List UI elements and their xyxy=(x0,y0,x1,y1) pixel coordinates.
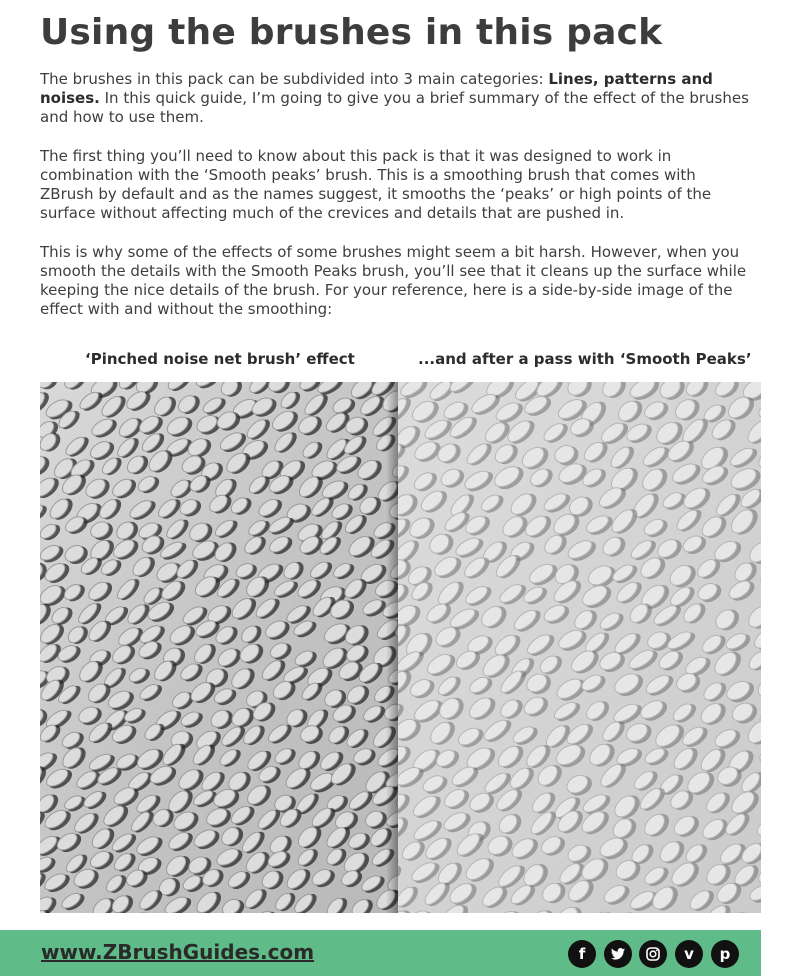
website-link[interactable]: www.ZBrushGuides.com xyxy=(41,940,315,964)
intro-text-start: The brushes in this pack can be subdivided into 3 main categories: xyxy=(40,70,549,88)
page-title: Using the brushes in this pack xyxy=(40,12,663,53)
vimeo-icon[interactable]: v xyxy=(675,940,703,968)
brush-comparison-image xyxy=(40,382,761,913)
intro-categories: Lines, patterns and noises. xyxy=(40,70,713,107)
instagram-icon[interactable] xyxy=(639,940,667,968)
intro-text-end: In this quick guide, I’m going to give you a brief summary of the effect of the brushes and how to use them. xyxy=(40,89,749,126)
panel-seam xyxy=(386,382,398,913)
before-caption: ‘Pinched noise net brush’ effect xyxy=(85,350,355,368)
twitter-icon[interactable] xyxy=(604,940,632,968)
footer-bar xyxy=(0,930,761,976)
smooth-peaks-paragraph: The first thing you’ll need to know about this pack is that it was designed to work in combination with the ‘Smooth peaks’ brush. This is a smoothing brush that comes with ZBrush by default and as the names suggest, it smooths the ‘peaks’ or high points of the surface without affecting much of the crevices and details that are pushed in. xyxy=(40,147,712,222)
after-caption: ...and after a pass with ‘Smooth Peaks’ xyxy=(418,350,752,368)
pinterest-icon[interactable]: p xyxy=(711,940,739,968)
facebook-icon[interactable]: f xyxy=(568,940,596,968)
comparison-paragraph: This is why some of the effects of some brushes might seem a bit harsh. However, when you smooth the details with the Smooth Peaks brush, you’ll see that it cleans up the surface while keeping the nice details of the brush. For your reference, here is a side-by-side image of the effect with and without the smoothing: xyxy=(40,243,747,318)
intro-paragraph xyxy=(40,70,752,127)
